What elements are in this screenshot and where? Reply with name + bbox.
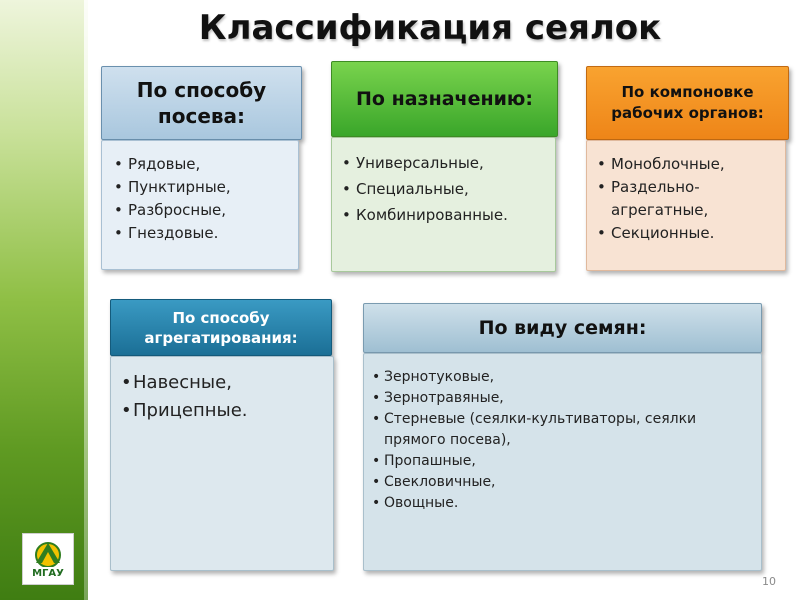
list-item: • Разбросные, xyxy=(114,199,290,222)
category-heading-seed-type xyxy=(363,303,762,353)
list-item: • Пропашные, xyxy=(372,451,753,472)
heading-text: По виду семян: xyxy=(478,317,647,339)
category-heading-hitching xyxy=(110,299,332,356)
list-item: • Специальные, xyxy=(342,176,549,202)
category-list-purpose xyxy=(331,137,556,272)
category-heading-sowing-method xyxy=(101,66,302,140)
list-item: • Стерневые (сеялки-культиваторы, сеялки прямого посева), xyxy=(372,409,753,451)
list-item: • Свекловичные, xyxy=(372,472,753,493)
heading-text: По назначению: xyxy=(356,88,533,110)
list-item: • Зернотравяные, xyxy=(372,388,753,409)
logo-emblem-icon xyxy=(26,537,70,567)
category-list-sowing-method xyxy=(101,140,299,270)
list-item: • Навесные, xyxy=(121,369,327,397)
category-list-layout xyxy=(586,140,786,271)
list-item: • Зернотуковые, xyxy=(372,367,753,388)
heading-text: По способу посева: xyxy=(136,78,267,128)
category-list-hitching xyxy=(110,356,334,571)
list-item: • Пунктирные, xyxy=(114,176,290,199)
list-item: • Моноблочные, xyxy=(597,153,779,176)
page-title: Классификация сеялок xyxy=(198,8,662,48)
slide-number: 10 xyxy=(762,575,776,588)
heading-text: По способу агрегатирования: xyxy=(144,308,298,347)
category-heading-purpose xyxy=(331,61,558,137)
list-item: • Комбинированные. xyxy=(342,202,549,228)
list-item: • Раздельно-агрегатные, xyxy=(597,176,779,222)
category-list-seed-type xyxy=(363,353,762,571)
university-logo xyxy=(22,533,74,585)
heading-text: По компоновке рабочих органов: xyxy=(611,83,764,122)
list-item: • Универсальные, xyxy=(342,150,549,176)
list-item: • Овощные. xyxy=(372,493,753,514)
logo-text: МГАУ xyxy=(32,568,64,579)
list-item: • Секционные. xyxy=(597,222,779,245)
decorative-side-bar xyxy=(0,0,88,600)
category-heading-layout xyxy=(586,66,789,140)
list-item: • Прицепные. xyxy=(121,397,327,425)
list-item: • Гнездовые. xyxy=(114,222,290,245)
list-item: • Рядовые, xyxy=(114,153,290,176)
